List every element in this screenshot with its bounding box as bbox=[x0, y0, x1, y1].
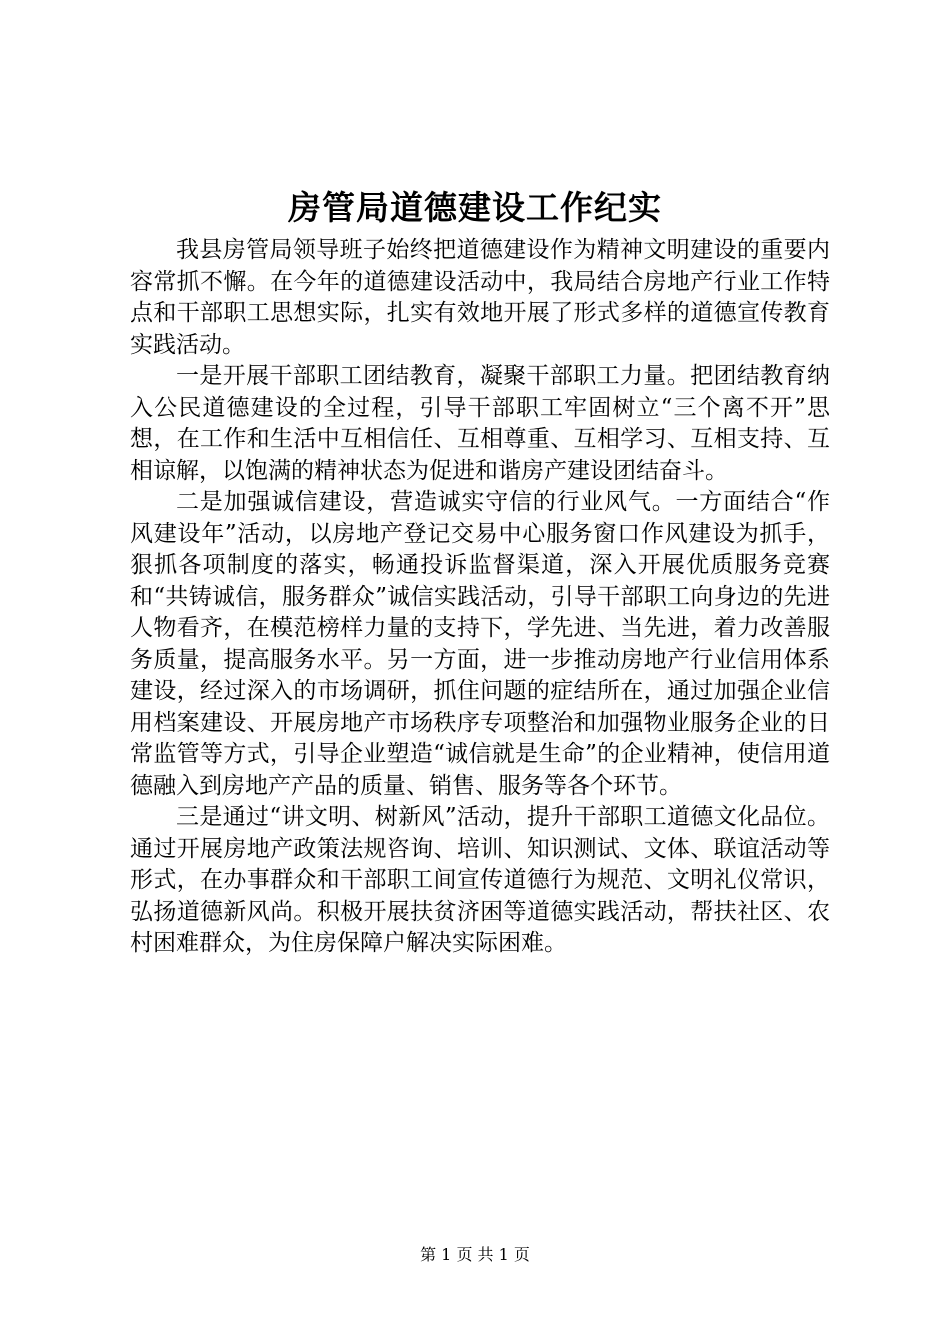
document-body bbox=[130, 235, 830, 960]
paragraph-unity-education: 一是开展干部职工团结教育，凝聚干部职工力量。把团结教育纳入公民道德建设的全过程，引导干部职工牢固树立“三个离不开”思想，在工作和生活中互相信任、互相尊重、互相学习、互相支持、互相谅解，以饱满的精神状态为促进和谐房产建设团结奋斗。 bbox=[130, 363, 830, 484]
paragraph-civilization-activity: 三是通过“讲文明、树新风”活动，提升干部职工道德文化品位。通过开展房地产政策法规咨询、培训、知识测试、文体、联谊活动等形式，在办事群众和干部职工间宣传道德行为规范、文明礼仪常识，弘扬道德新风尚。积极开展扶贫济困等道德实践活动，帮扶社区、农村困难群众，为住房保障户解决实际困难。 bbox=[130, 804, 830, 956]
paragraph-intro: 我县房管局领导班子始终把道德建设作为精神文明建设的重要内容常抓不懈。在今年的道德建设活动中，我局结合房地产行业工作特点和干部职工思想实际，扎实有效地开展了形式多样的道德宣传教育实践活动。 bbox=[130, 237, 830, 358]
paragraph-integrity-building: 二是加强诚信建设，营造诚实守信的行业风气。一方面结合“作风建设年”活动，以房地产登记交易中心服务窗口作风建设为抓手，狠抓各项制度的落实，畅通投诉监督渠道，深入开展优质服务竞赛和“共铸诚信，服务群众”诚信实践活动，引导干部职工向身边的先进人物看齐，在模范榜样力量的支持下，学先进、当先进，着力改善服务质量，提高服务水平。另一方面，进一步推动房地产行业信用体系建设，经过深入的市场调研，抓住问题的症结所在，通过加强企业信用档案建设、开展房地产市场秩序专项整治和加强物业服务企业的日常监管等方式，引导企业塑造“诚信就是生命”的企业精神，使信用道德融入到房地产产品的质量、销售、服务等各个环节。 bbox=[130, 489, 830, 799]
page-footer: 第 1 页 共 1 页 bbox=[420, 1245, 530, 1264]
document-title: 房管局道德建设工作纪实 bbox=[288, 188, 662, 227]
